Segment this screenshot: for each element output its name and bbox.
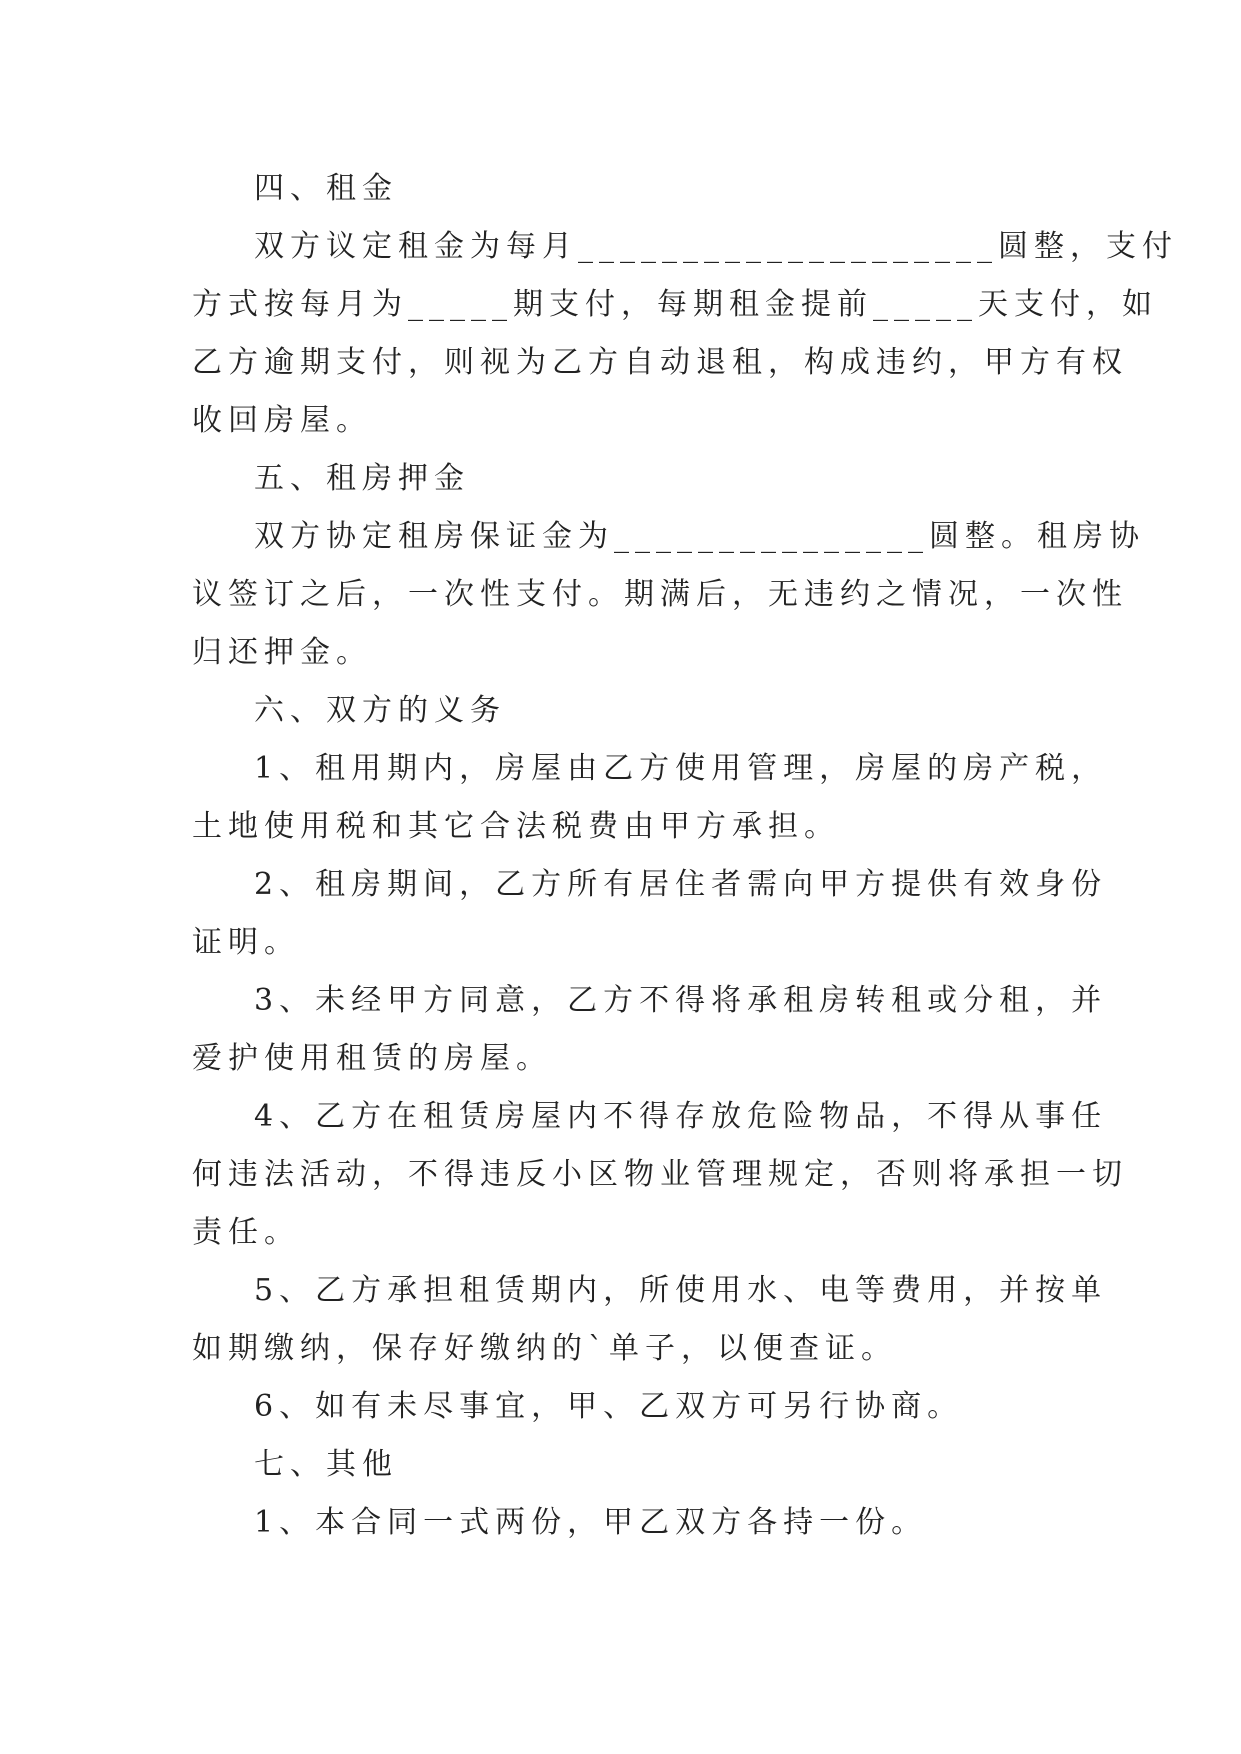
paragraph-rent	[192, 218, 1178, 450]
obligation-item-5	[192, 1262, 1108, 1378]
paragraph-line: 如期缴纳，保存好缴纳的`单子，以便查证。	[192, 1331, 897, 1366]
paragraph-deposit	[192, 508, 1145, 682]
paragraph-line: 责任。	[192, 1215, 300, 1250]
paragraph-line: 3、未经甲方同意，乙方不得将承租房转租或分租，并	[254, 983, 1108, 1018]
section-heading-obligations: 六、双方的义务	[254, 693, 506, 728]
other-item-1	[192, 1494, 1052, 1552]
paragraph-line: 何违法活动，不得违反小区物业管理规定，否则将承担一切	[192, 1157, 1128, 1192]
paragraph-line: 6、如有未尽事宜，甲、乙双方可另行协商。	[254, 1389, 964, 1424]
paragraph-line: 证明。	[192, 925, 300, 960]
obligation-item-1	[192, 740, 1108, 856]
paragraph-line: 乙方逾期支付，则视为乙方自动退租，构成违约，甲方有权	[192, 345, 1128, 380]
obligation-item-2	[192, 856, 1108, 972]
obligation-item-6	[192, 1378, 1052, 1436]
obligation-item-4	[192, 1088, 1128, 1262]
section-heading-deposit: 五、租房押金	[254, 461, 470, 496]
paragraph-line: 爱护使用租赁的房屋。	[192, 1041, 552, 1076]
obligation-item-3	[192, 972, 1108, 1088]
section-heading-rent: 四、租金	[254, 171, 398, 206]
paragraph-line: 2、租房期间，乙方所有居住者需向甲方提供有效身份	[254, 867, 1108, 902]
paragraph-line: 议签订之后，一次性支付。期满后，无违约之情况，一次性	[192, 577, 1128, 612]
document-body	[192, 160, 1178, 1552]
paragraph-line: 5、乙方承担租赁期内，所使用水、电等费用，并按单	[254, 1273, 1108, 1308]
paragraph-line: 收回房屋。	[192, 403, 372, 438]
paragraph-line: 土地使用税和其它合法税费由甲方承担。	[192, 809, 840, 844]
paragraph-line: 4、乙方在租赁房屋内不得存放危险物品，不得从事任	[254, 1099, 1108, 1134]
paragraph-line: 双方协定租房保证金为_______________圆整。租房协	[254, 519, 1145, 554]
paragraph-line: 1、本合同一式两份，甲乙双方各持一份。	[254, 1505, 928, 1540]
paragraph-line: 双方议定租金为每月____________________圆整，支付	[254, 229, 1178, 264]
paragraph-line: 归还押金。	[192, 635, 372, 670]
section-heading-other: 七、其他	[254, 1447, 398, 1482]
paragraph-line: 1、租用期内，房屋由乙方使用管理，房屋的房产税，	[254, 751, 1108, 786]
paragraph-line: 方式按每月为_____期支付，每期租金提前_____天支付，如	[192, 287, 1158, 322]
